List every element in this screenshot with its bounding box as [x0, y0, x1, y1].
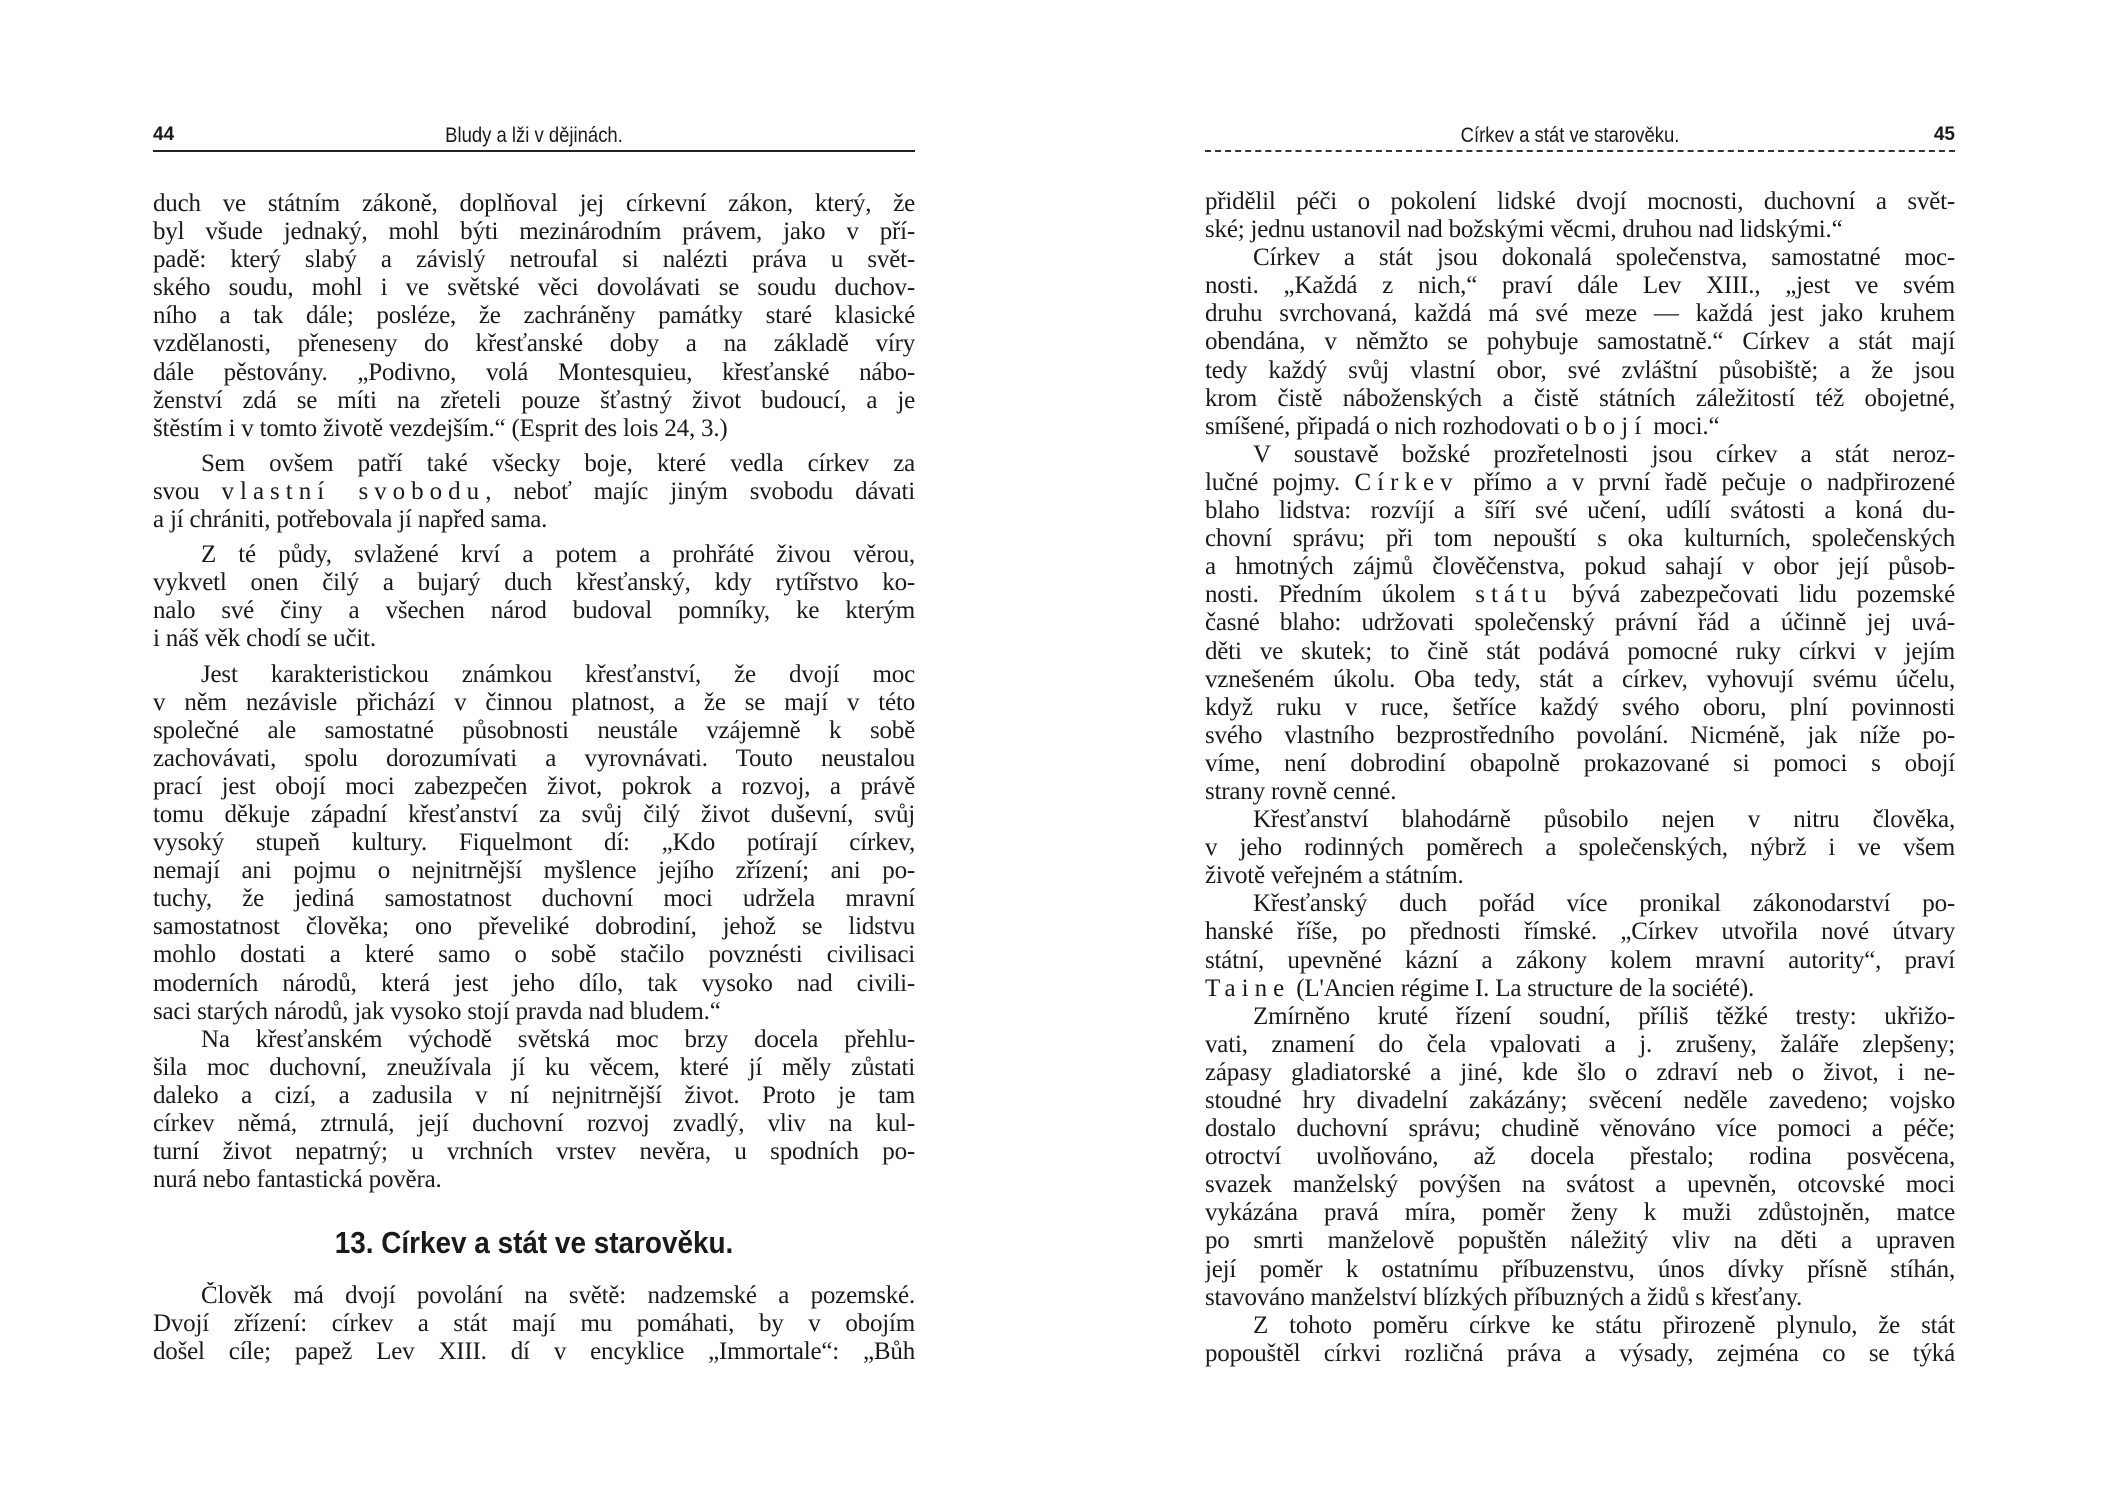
text-line: krom čistě náboženských a čistě státních záležitostí též obojetné, — [1205, 384, 1955, 412]
text-line: blaho lidstva: rozvíjí a šíří své učení, udílí svátosti a koná du- — [1205, 497, 1955, 525]
text-line: chovní správu; při tom nepouští s oka kulturních, společenských — [1205, 525, 1955, 553]
text-line: otroctví uvolňováno, až docela přestalo; rodina posvěcena, — [1205, 1143, 1955, 1171]
text-line: tomu děkuje západní křesťanství za svůj čilý život duševní, svůj — [153, 800, 915, 828]
emphasis-spaced: Církev — [1354, 468, 1459, 496]
text-line: ženství zdá se míti na zřeteli pouze šťastný život budoucí, a je — [153, 386, 915, 414]
header-rule — [1205, 150, 1955, 152]
text-line: v jeho rodinných poměrech a společenských, nýbrž i ve všem — [1205, 834, 1955, 862]
text-line: nosti. Předním úkolem státu bývá zabezpečovati lidu pozemské — [1205, 581, 1955, 609]
text-line: dále pěstovány. „Podivno, volá Montesquieu, křesťanské nábo- — [153, 358, 915, 386]
text-line: v něm nezávisle přichází v činnou platnost, a že se mají v této — [153, 688, 915, 716]
text-line: zachovávati, spolu dorozumívati a vyrovnávati. Touto neustalou — [153, 744, 915, 772]
emphasis-spaced: vlastní svobodu — [221, 477, 486, 505]
text-line: vati, znamení do čela vpalovati a j. zrušeny, žaláře zlepšeny; — [1205, 1030, 1955, 1058]
text-line: Z té půdy, svlažené krví a potem a prohřáté živou věrou, — [201, 541, 915, 569]
text-line: obendána, v němžto se pohybuje samostatně.“ Církev a stát mají — [1205, 328, 1955, 356]
paragraph-gap — [153, 654, 915, 661]
text-line: moderních národů, která jest jeho dílo, tak vysoko nad civili- — [153, 969, 915, 997]
page-body — [1205, 188, 1955, 1368]
text-line: ského soudu, mohl i ve světské věci dovolávati se soudu duchov- — [153, 274, 915, 302]
text-line: nemají ani pojmu o nejnitrnější myšlence jejího zřízení; ani po- — [153, 857, 915, 885]
text-line: tedy každý svůj vlastní obor, své zvláštní působiště; a že jsou — [1205, 356, 1955, 384]
text-line: nalo své činy a všechen národ budoval pomníky, ke kterým — [153, 597, 915, 625]
text-line: svou vlastní svobodu, neboť majíc jiným svobodu dávati — [153, 477, 915, 505]
text-line: ské; jednu ustanovil nad božskými věcmi, druhou nad lidskými.“ — [1205, 216, 1843, 244]
text-line: vysoký stupeň kultury. Fiquelmont dí: „Kdo potírají církev, — [153, 829, 915, 857]
text-line: Jest karakteristickou známkou křesťanství, že dvojí moc — [201, 660, 915, 688]
text-line: přidělil péči o pokolení lidské dvojí mocnosti, duchovní a svět- — [1205, 188, 1955, 215]
text-line: daleko a cizí, a zadusila v ní nejnitrnější život. Proto je tam — [153, 1081, 915, 1109]
text-line: šila moc duchovní, zneužívala jí ku věcem, které jí měly zůstati — [153, 1053, 915, 1081]
text-line: lučné pojmy. Církev přímo a v první řadě pečuje o nadpřirozené — [1205, 468, 1955, 496]
text-line: samostatnost člověka; ono převeliké dobrodiní, jehož se lidstvu — [153, 913, 915, 941]
text-line: padě: který slabý a závislý netroufal si nalézti práva u svět- — [153, 246, 915, 274]
text-line: vykvetl onen čilý a bujarý duch křesťanský, kdy rytířstvo ko- — [153, 569, 915, 597]
text-line: státní, upevněné kázní a zákony kolem mravní autority“, praví — [1205, 946, 1955, 974]
header-rule — [153, 150, 915, 152]
emphasis-spaced: státu — [1475, 581, 1553, 609]
text-line: vzdělanosti, přeneseny do křesťanské doby a na základě víry — [153, 330, 915, 358]
emphasis-spaced: obojí — [1565, 412, 1648, 440]
text-line: časné blaho: udržovati společenský právní řád a účinně jej uvá- — [1205, 609, 1955, 637]
text-line: její poměr k ostatnímu příbuzenstvu, únos dívky přísně stíhán, — [1205, 1255, 1955, 1283]
paragraph-gap — [153, 534, 915, 541]
text-line: víme, není dobrodiní obapolně prokazované si pomoci s obojí — [1205, 749, 1955, 777]
text-line: společné ale samostatné působnosti neustále vzájemně k sobě — [153, 716, 915, 744]
text-line: ního a tak dále; posléze, že zachráněny památky staré klasické — [153, 302, 915, 330]
text-line: svazek manželský povýšen na svátost a upevněn, otcovské moci — [1205, 1171, 1955, 1199]
text-line: i náš věk chodí se učit. — [153, 625, 376, 653]
text-line: stoudné hry divadelní zakázány; svěcení neděle zavedeno; vojsko — [1205, 1087, 1955, 1114]
text-line: dostalo duchovní správu; chudině věnováno více pomoci a péče; — [1205, 1115, 1955, 1143]
text-line: nurá nebo fantastická pověra. — [153, 1166, 442, 1194]
page-number: 44 — [153, 124, 175, 145]
text-line: když ruku v ruce, šetříce každý svého oboru, plní povinnosti — [1205, 693, 1955, 721]
running-header — [1205, 120, 1955, 150]
text-line: duch ve státním zákoně, doplňoval jej církevní zákon, který, že — [153, 190, 915, 217]
text-line: a jí chrániti, potřebovala jí napřed sama. — [153, 506, 548, 534]
text-line: církev němá, ztrnulá, její duchovní rozvoj zvadlý, vliv na kul- — [153, 1110, 915, 1137]
text-line: mohlo dostati a které samo o sobě stačilo povznésti civilisaci — [153, 941, 915, 969]
text-line: vznešeném úkolu. Oba tedy, stát a církev, vyhovují svému účelu, — [1205, 665, 1955, 693]
text-line: Člověk má dvojí povolání na světě: nadzemské a pozemské. — [201, 1282, 915, 1310]
text-line: V soustavě božské prozřetelnosti jsou církev a stát neroz- — [1253, 440, 1955, 468]
text-line: životě veřejném a státním. — [1205, 862, 1464, 890]
text-line: po smrti manželově popuštěn náležitý vliv na děti a upraven — [1205, 1227, 1955, 1255]
text-line: strany rovně cenné. — [1205, 777, 1397, 805]
text-line: Zmírněno kruté řízení soudní, příliš těžké tresty: ukřižo- — [1253, 1002, 1955, 1030]
text-line: hanské říše, po přednosti římské. „Církev utvořila nové útvary — [1205, 918, 1955, 946]
page-body — [153, 190, 915, 1367]
text-line: a hmotných zájmů člověčenstva, pokud sahají v obor její působ- — [1205, 553, 1955, 581]
text-line: Z tohoto poměru církve ke státu přirozeně plynulo, že stát — [1253, 1311, 1955, 1339]
text-line: saci starých národů, jak vysoko stojí pravda nad bludem.“ — [153, 997, 721, 1025]
text-line: stavováno manželství blízkých příbuzných a židů s křesťany. — [1205, 1283, 1803, 1311]
text-line: vykázána pravá míra, poměr ženy k muži zdůstojněn, matce — [1205, 1199, 1955, 1227]
text-line: popouštěl církvi rozličná práva a výsady, zejména co se týká — [1205, 1339, 1955, 1367]
text-line: svého vlastního bezprostředního povolání. Nicméně, jak níže po- — [1205, 721, 1955, 749]
text-line: Na křesťanském východě světská moc brzy docela přehlu- — [201, 1025, 915, 1053]
text-line: druhu svrchovaná, každá má své meze — každá jest jako kruhem — [1205, 300, 1955, 328]
running-head-title: Bludy a lži v dějinách. — [445, 124, 623, 147]
text-line: smíšené, připadá o nich rozhodovati obojí moci.“ — [1205, 412, 1720, 440]
emphasis-spaced: Taine — [1205, 974, 1291, 1002]
running-header — [153, 120, 915, 150]
text-line: Křesťanský duch pořád více pronikal zákonodarství po- — [1253, 890, 1955, 918]
section-heading: 13. Církev a stát ve starověku. — [334, 1225, 734, 1261]
text-line: zápasy gladiatorské a jiné, kde šlo o zdraví neb o život, i ne- — [1205, 1058, 1955, 1086]
text-line: došel cíle; papež Lev XIII. dí v encyklice „Immortale“: „Bůh — [153, 1338, 915, 1366]
text-line: nosti. „Každá z nich,“ praví dále Lev XIII., „jest ve svém — [1205, 272, 1955, 300]
text-line: tuchy, že jediná samostatnost duchovní moci udržela mravní — [153, 885, 915, 913]
text-line: turní život nepatrný; u vrchních vrstev nevěra, u spodních po- — [153, 1138, 915, 1166]
text-line: byl všude jednaký, mohl býti mezinárodním právem, jako v pří- — [153, 218, 915, 246]
text-line: Sem ovšem patří také všecky boje, které vedla církev za — [201, 449, 915, 477]
text-line: štěstím i v tomto životě vezdejším.“ (Esprit des lois 24, 3.) — [153, 414, 728, 442]
paragraph-gap — [153, 443, 915, 450]
text-line: děti ve skutek; to čině stát podává pomocné ruky církvi v jejím — [1205, 637, 1955, 665]
text-line: Církev a stát jsou dokonalá společenstva, samostatné moc- — [1253, 244, 1955, 272]
text-line: Dvojí zřízení: církev a stát mají mu pomáhati, by v obojím — [153, 1310, 915, 1338]
running-head-title: Církev a stát ve starověku. — [1460, 124, 1680, 147]
text-line: Křesťanství blahodárně působilo nejen v nitru člověka, — [1253, 806, 1955, 834]
text-line: prací jest obojí moci zabezpečen život, pokrok a rozvoj, a právě — [153, 772, 915, 800]
text-line: Taine (L'Ancien régime I. La structure de la société). — [1205, 974, 1755, 1002]
page-number: 45 — [1933, 124, 1955, 145]
